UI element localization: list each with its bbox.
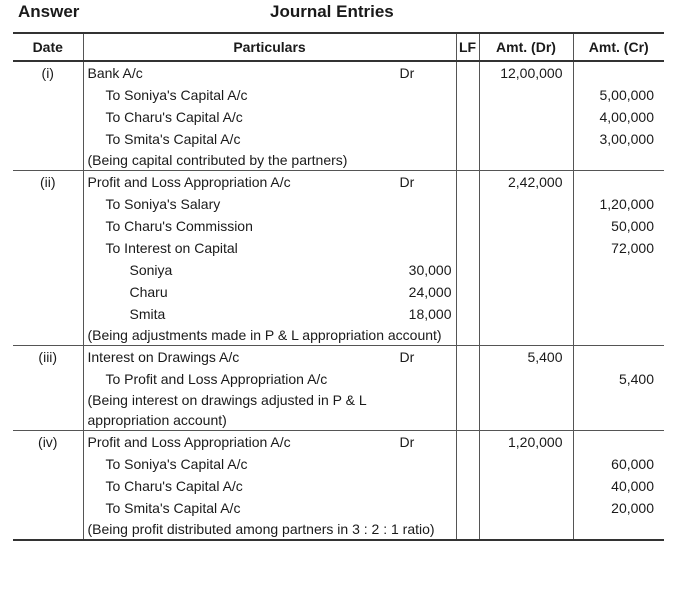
sub-item-name: Smita (129, 306, 166, 322)
debit-account: Profit and Loss Appropriation A/c (87, 434, 291, 450)
entry-particulars (83, 346, 456, 431)
debit-account: Profit and Loss Appropriation A/c (87, 174, 291, 190)
debit-amount: 12,00,000 (500, 65, 563, 81)
credit-amount: 5,400 (618, 371, 654, 387)
narration: (Being profit distributed among partners in 3 : 2 : 1 ratio) (87, 521, 435, 537)
credit-amount: 4,00,000 (599, 109, 654, 125)
sub-item-amount: 30,000 (408, 262, 452, 278)
credit-account: To Soniya's Capital A/c (105, 456, 248, 472)
entry-particulars (83, 431, 456, 541)
header-date: Date (32, 39, 63, 55)
sub-item-name: Charu (129, 284, 168, 300)
header-credit: Amt. (Cr) (573, 33, 664, 61)
credit-amount: 40,000 (611, 478, 654, 494)
entry-lf (456, 346, 479, 431)
header-row (13, 33, 664, 61)
credit-account: To Soniya's Salary (105, 196, 221, 212)
debit-line (84, 346, 456, 368)
page-title: Journal Entries (270, 2, 394, 21)
entry-lf (456, 431, 479, 541)
credit-amount: 50,000 (611, 218, 654, 234)
entry-date: (iv) (38, 434, 58, 450)
entry-debit (479, 61, 573, 171)
debit-amount: 2,42,000 (508, 174, 563, 190)
credit-amount: 1,20,000 (599, 196, 654, 212)
credit-account: To Smita's Capital A/c (105, 500, 241, 516)
entry-particulars (83, 171, 456, 346)
answer-label: Answer (18, 2, 80, 21)
credit-amount: 72,000 (611, 240, 654, 256)
narration: (Being interest on drawings adjusted in P & L appropriation account) (87, 392, 367, 428)
entry-lf (456, 171, 479, 346)
entry-date: (iii) (38, 349, 58, 365)
dr-marker: Dr (399, 65, 415, 81)
sub-item (84, 303, 456, 325)
journal-entry (13, 61, 664, 171)
debit-account: Bank A/c (87, 65, 143, 81)
entry-debit (479, 431, 573, 541)
credit-account: To Charu's Capital A/c (105, 478, 243, 494)
journal-table (13, 32, 664, 541)
credit-amount: 5,00,000 (599, 87, 654, 103)
credit-account: To Soniya's Capital A/c (105, 87, 248, 103)
entry-credit (573, 171, 664, 346)
debit-line (84, 62, 456, 84)
sub-item-amount: 18,000 (408, 306, 452, 322)
debit-line (84, 171, 456, 193)
credit-account: To Charu's Capital A/c (105, 109, 243, 125)
credit-account: To Interest on Capital (105, 240, 238, 256)
sub-item-name: Soniya (129, 262, 173, 278)
credit-account: To Profit and Loss Appropriation A/c (105, 371, 328, 387)
sub-item-amount: 24,000 (408, 284, 452, 300)
entry-particulars (83, 61, 456, 171)
credit-account: To Smita's Capital A/c (105, 131, 241, 147)
entry-credit (573, 431, 664, 541)
credit-amount: 20,000 (611, 500, 654, 516)
journal-entry (13, 346, 664, 431)
header-particulars: Particulars (83, 33, 456, 61)
dr-marker: Dr (399, 434, 415, 450)
sub-item (84, 281, 456, 303)
entry-credit (573, 346, 664, 431)
narration: (Being capital contributed by the partners) (87, 152, 348, 168)
sub-item (84, 259, 456, 281)
header-debit: Amt. (Dr) (479, 33, 573, 61)
credit-account: To Charu's Commission (105, 218, 253, 234)
credit-amount: 3,00,000 (599, 131, 654, 147)
dr-marker: Dr (399, 349, 415, 365)
debit-line (84, 431, 456, 453)
journal-entry (13, 171, 664, 346)
narration: (Being adjustments made in P & L appropriation account) (87, 327, 442, 343)
entry-debit (479, 346, 573, 431)
debit-amount: 5,400 (527, 349, 563, 365)
entry-date: (i) (41, 65, 54, 81)
entry-credit (573, 61, 664, 171)
entry-date: (ii) (39, 174, 56, 190)
header-lf: LF (456, 33, 479, 61)
entry-lf (456, 61, 479, 171)
credit-amount: 60,000 (611, 456, 654, 472)
entry-debit (479, 171, 573, 346)
heading-row (0, 0, 677, 28)
journal-entry (13, 431, 664, 541)
dr-marker: Dr (399, 174, 415, 190)
debit-account: Interest on Drawings A/c (87, 349, 240, 365)
debit-amount: 1,20,000 (508, 434, 563, 450)
